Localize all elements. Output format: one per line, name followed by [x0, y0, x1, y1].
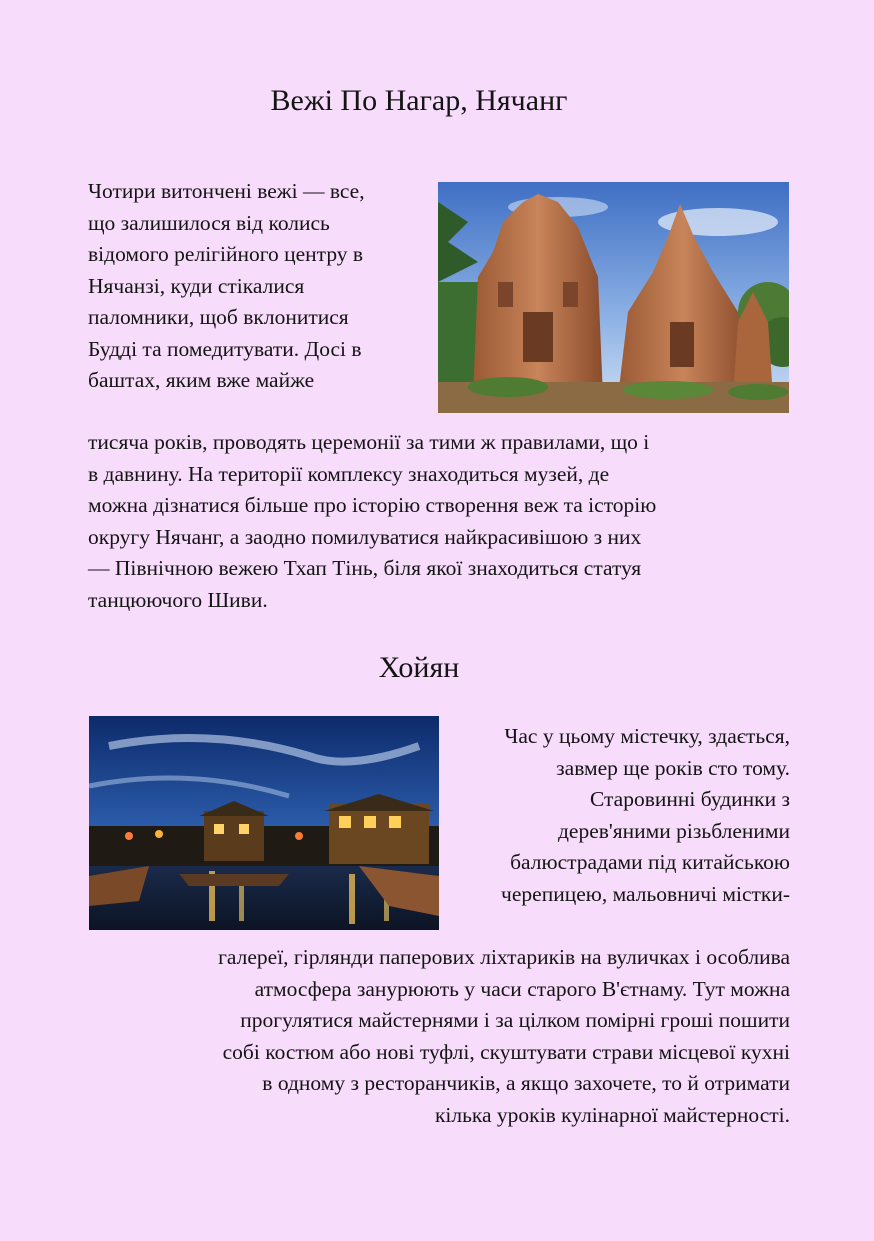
hoi-an-paragraph-wrapped — [444, 721, 790, 910]
text-line: галереї, гірлянди паперових ліхтариків на вуличках і особлива — [218, 945, 790, 969]
text-line: відомого релігійного центру в — [88, 242, 364, 266]
text-line: Чотири витончені вежі — все, — [88, 179, 365, 203]
text-line: тисяча років, проводять церемонії за тими ж правилами, що і — [88, 430, 650, 454]
text-line: танцюючого Шиви. — [88, 587, 268, 612]
text-line: черепицею, мальовничі містки- — [501, 881, 790, 906]
text-line: в давнину. На території комплексу знаходиться музей, де — [88, 461, 610, 486]
text-line: атмосфера занурюють у часи старого В'єтнаму. Тут можна — [254, 976, 790, 1001]
text-line: округу Нячанг, а заодно помилуватися найкрасивішою з них — [88, 524, 642, 549]
text-line: Нячанзі, куди стікалися — [88, 273, 305, 298]
text-line: можна дізнатися більше про історію створення веж та історію — [88, 493, 657, 517]
text-line: паломники, щоб вклонитися — [88, 305, 349, 329]
text-line: собі костюм або нові туфлі, скуштувати страви місцевої кухні — [222, 1039, 790, 1064]
text-line: кілька уроків кулінарної майстерності. — [434, 1102, 790, 1127]
text-line: Час у цьому містечку, здається, — [504, 724, 790, 748]
hoi-an-night-photo — [89, 716, 439, 930]
po-nagar-paragraph-wrapped — [88, 176, 428, 397]
text-line: — Північною вежею Тхап Тінь, біля якої знаходиться статуя — [88, 556, 642, 580]
section-title-hoi-an: Хойян — [378, 651, 460, 684]
text-line: баштах, яким вже майже — [88, 368, 315, 392]
text-line: балюстрадами під китайською — [510, 850, 790, 874]
po-nagar-paragraph-full — [88, 427, 788, 616]
po-nagar-towers-photo — [438, 182, 789, 413]
text-line: прогулятися майстернями і за цілком помірні гроші пошити — [240, 1008, 790, 1032]
text-line: в одному з ресторанчиків, а якщо захочете, то й отримати — [262, 1071, 790, 1095]
text-line: дерев'яними різьбленими — [557, 818, 790, 843]
text-line: завмер ще років сто тому. — [556, 755, 790, 780]
section-title-po-nagar: Вежі По Нагар, Нячанг — [270, 84, 568, 117]
text-line: Будді та помедитувати. Досі в — [88, 336, 362, 361]
hoi-an-paragraph-full — [88, 942, 790, 1131]
text-line: що залишилося від колись — [88, 210, 330, 235]
text-line: Старовинні будинки з — [589, 787, 790, 811]
